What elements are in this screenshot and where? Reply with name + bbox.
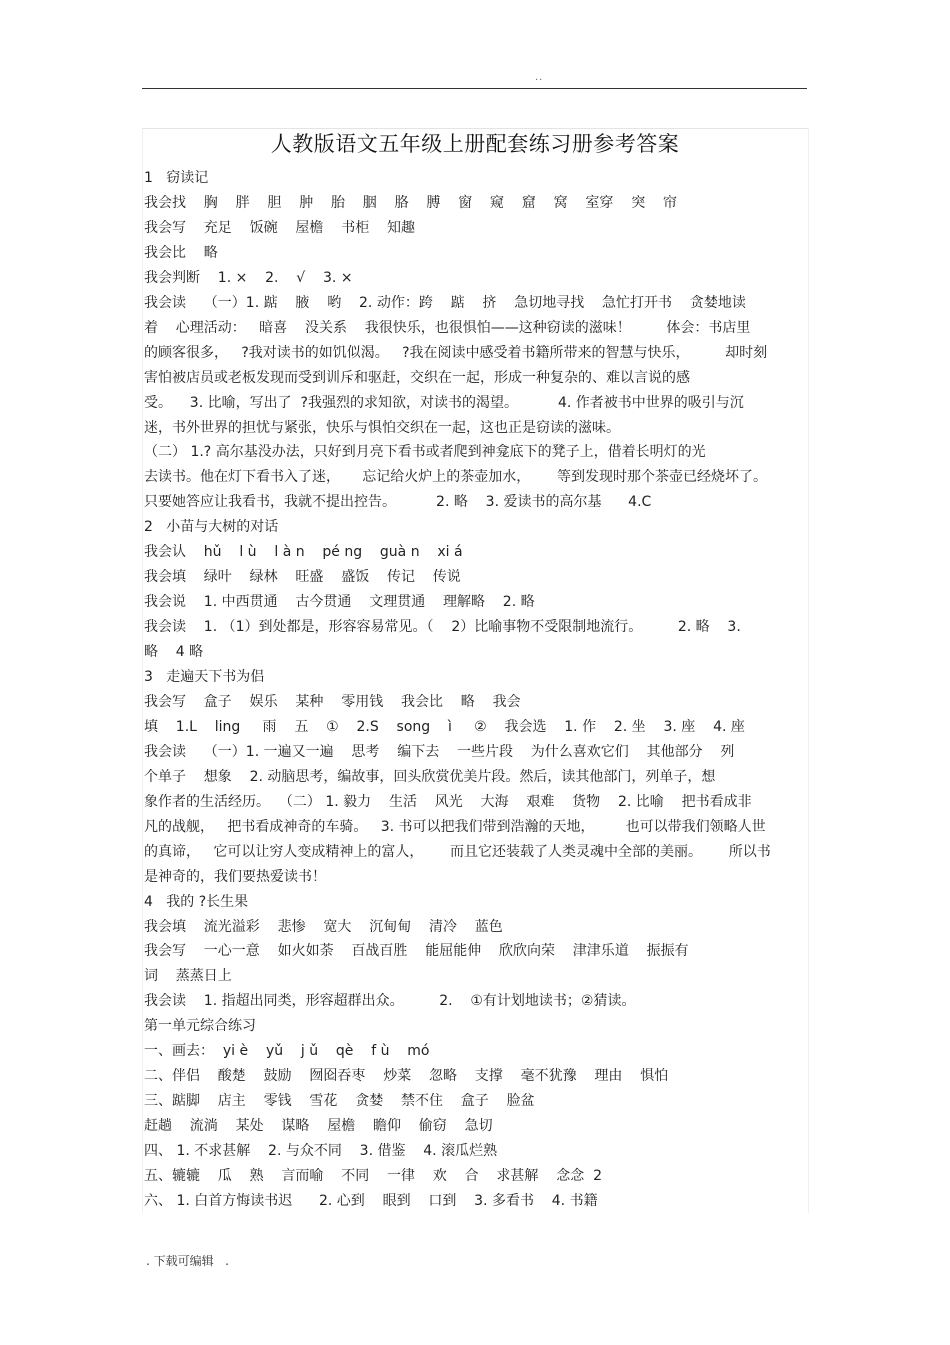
text-line: 六、 1. 白首方悔读书迟 2. 心到 眼到 口到 3. 多看书 4. 书籍 — [144, 1192, 598, 1209]
text-line: 一、画去： yi è yǔ j ǔ qè f ù mó — [144, 1043, 430, 1060]
text-line: 我会写 盒子 娱乐 某种 零用钱 我会比 略 我会 — [144, 693, 521, 710]
text-line: 迷，书外世界的担忧与紧张，快乐与惧怕交织在一起，这也正是窃读的滋味。 — [144, 419, 620, 436]
text-line: 我会比 略 — [144, 244, 218, 261]
text-line: （二） 1.? 高尔基没办法，只好到月亮下看书或者爬到神龛底下的凳子上，借着长明灯的光 — [144, 444, 706, 461]
text-line: 的顾客很多， ?我对读书的如饥似渴。 ?我在阅读中感受着书籍所带来的智慧与快乐， 却时刻 — [144, 344, 768, 361]
text-line: 我会读 （一）1. 踮 腋 哟 2. 动作：跨 踮 挤 急切地寻找 急忙打开书 贪婪地读 — [144, 294, 746, 311]
text-line: 我会说 1. 中西贯通 古今贯通 文理贯通 理解略 2. 略 — [144, 594, 535, 611]
text-line: 我会找 胸 胖 胆 肿 胎 胭 胳 膊 窗 窥 窟 窝 室穿 突 帘 — [144, 194, 678, 211]
header-dots: .. — [535, 72, 544, 83]
text-line: 我会读 1. 指超出同类，形容超群出众。 2. ①有计划地读书；②猜读。 — [144, 993, 636, 1010]
text-line: 赶趟 流淌 某处 谋略 屋檐 瞻仰 偷窃 急切 — [144, 1118, 493, 1135]
text-line: 4 我的 ?长生果 — [144, 893, 249, 910]
text-line: 我会写 一心一意 如火如荼 百战百胜 能屈能伸 欣欣向荣 津津乐道 振振有 — [144, 943, 689, 960]
text-line: 第一单元综合练习 — [144, 1018, 256, 1035]
text-line: 害怕被店员或老板发现而受到训斥和驱赶，交织在一起，形成一种复杂的、难以言说的感 — [144, 369, 690, 386]
text-line: 略 4 略 — [144, 644, 204, 661]
text-line: 去读书。他在灯下看书入了迷， 忘记给火炉上的茶壶加水， 等到发现时那个茶壶已经烧坏了。 — [144, 469, 767, 486]
text-line: 个单子 想象 2. 动脑思考，编故事，回头欣赏优美片段。然后，读其他部门，列单子，想 — [144, 768, 716, 785]
text-line: 我会填 流光溢彩 悲惨 宽大 沉甸甸 清冷 蓝色 — [144, 918, 503, 935]
text-line: 二、伴侣 酸楚 鼓励 囫囵吞枣 炒菜 忽略 支撑 毫不犹豫 理由 惧怕 — [144, 1068, 669, 1085]
text-line: 是神奇的，我们要热爱读书！ — [144, 868, 326, 885]
text-line: 我会填 绿叶 绿林 旺盛 盛饭 传记 传说 — [144, 569, 461, 586]
text-line: 2 小苗与大树的对话 — [144, 519, 279, 536]
text-line: 凡的战舰， 把书看成神奇的车骑。 3. 书可以把我们带到浩瀚的天地， 也可以带我们领略人世 — [144, 818, 766, 835]
text-line: 我会判断 1. × 2. √ 3. × — [144, 269, 353, 286]
text-line: 只要她答应让我看书，我就不提出控告。 2. 略 3. 爱读书的高尔基 4.C — [144, 494, 652, 511]
text-line: 词 蒸蒸日上 — [144, 968, 232, 985]
text-line: 象作者的生活经历。 （二） 1. 毅力 生活 风光 大海 艰难 货物 2. 比喻 把书看成非 — [144, 793, 752, 810]
text-line: 五、辘辘 瓜 熟 言而喻 不同 一律 欢 合 求甚解 念念 2 — [144, 1168, 603, 1184]
text-line: 四、 1. 不求甚解 2. 与众不同 3. 借鉴 4. 滚瓜烂熟 — [144, 1143, 498, 1160]
text-line: 填 1.L ling 雨 五 ① 2.S song ì ② 我会选 1. 作 2. 坐 3. 座 4. 座 — [144, 718, 745, 735]
text-line: 我会读 1. （1）到处都是，形容容易常见。（ 2）比喻事物不受限制地流行。 2. 略 3. — [144, 619, 741, 636]
text-line: 我会读 （一）1. 一遍又一遍 思考 编下去 一些片段 为什么喜欢它们 其他部分 列 — [144, 743, 735, 760]
text-line: 的真谛， 它可以让穷人变成精神上的富人， 而且它还装载了人类灵魂中全部的美丽。 所以书 — [144, 843, 771, 860]
text-line: 3 走遍天下书为侣 — [144, 669, 265, 685]
text-line: 受。 3. 比喻，写出了 ?我强烈的求知欲，对读书的渴望。 4. 作者被书中世界的吸引与沉 — [144, 394, 744, 411]
text-line: 三、踮脚 店主 零钱 雪花 贪婪 禁不住 盒子 脸盆 — [144, 1093, 535, 1110]
footer-note: . 下载可编辑 . — [146, 1254, 229, 1268]
text-line: 1 窃读记 — [144, 170, 209, 186]
text-line: 着 心理活动： 暗喜 没关系 我很快乐，也很惧怕——这种窃读的滋味！ 体会：书店里 — [144, 319, 751, 336]
text-line: 我会认 hǔ l ù l à n pé ng guà n xi á — [144, 544, 463, 561]
document-title: 人教版语文五年级上册配套练习册参考答案 — [270, 132, 680, 156]
text-line: 我会写 充足 饭碗 屋檐 书柜 知趣 — [144, 219, 416, 236]
header-rule — [142, 88, 807, 89]
